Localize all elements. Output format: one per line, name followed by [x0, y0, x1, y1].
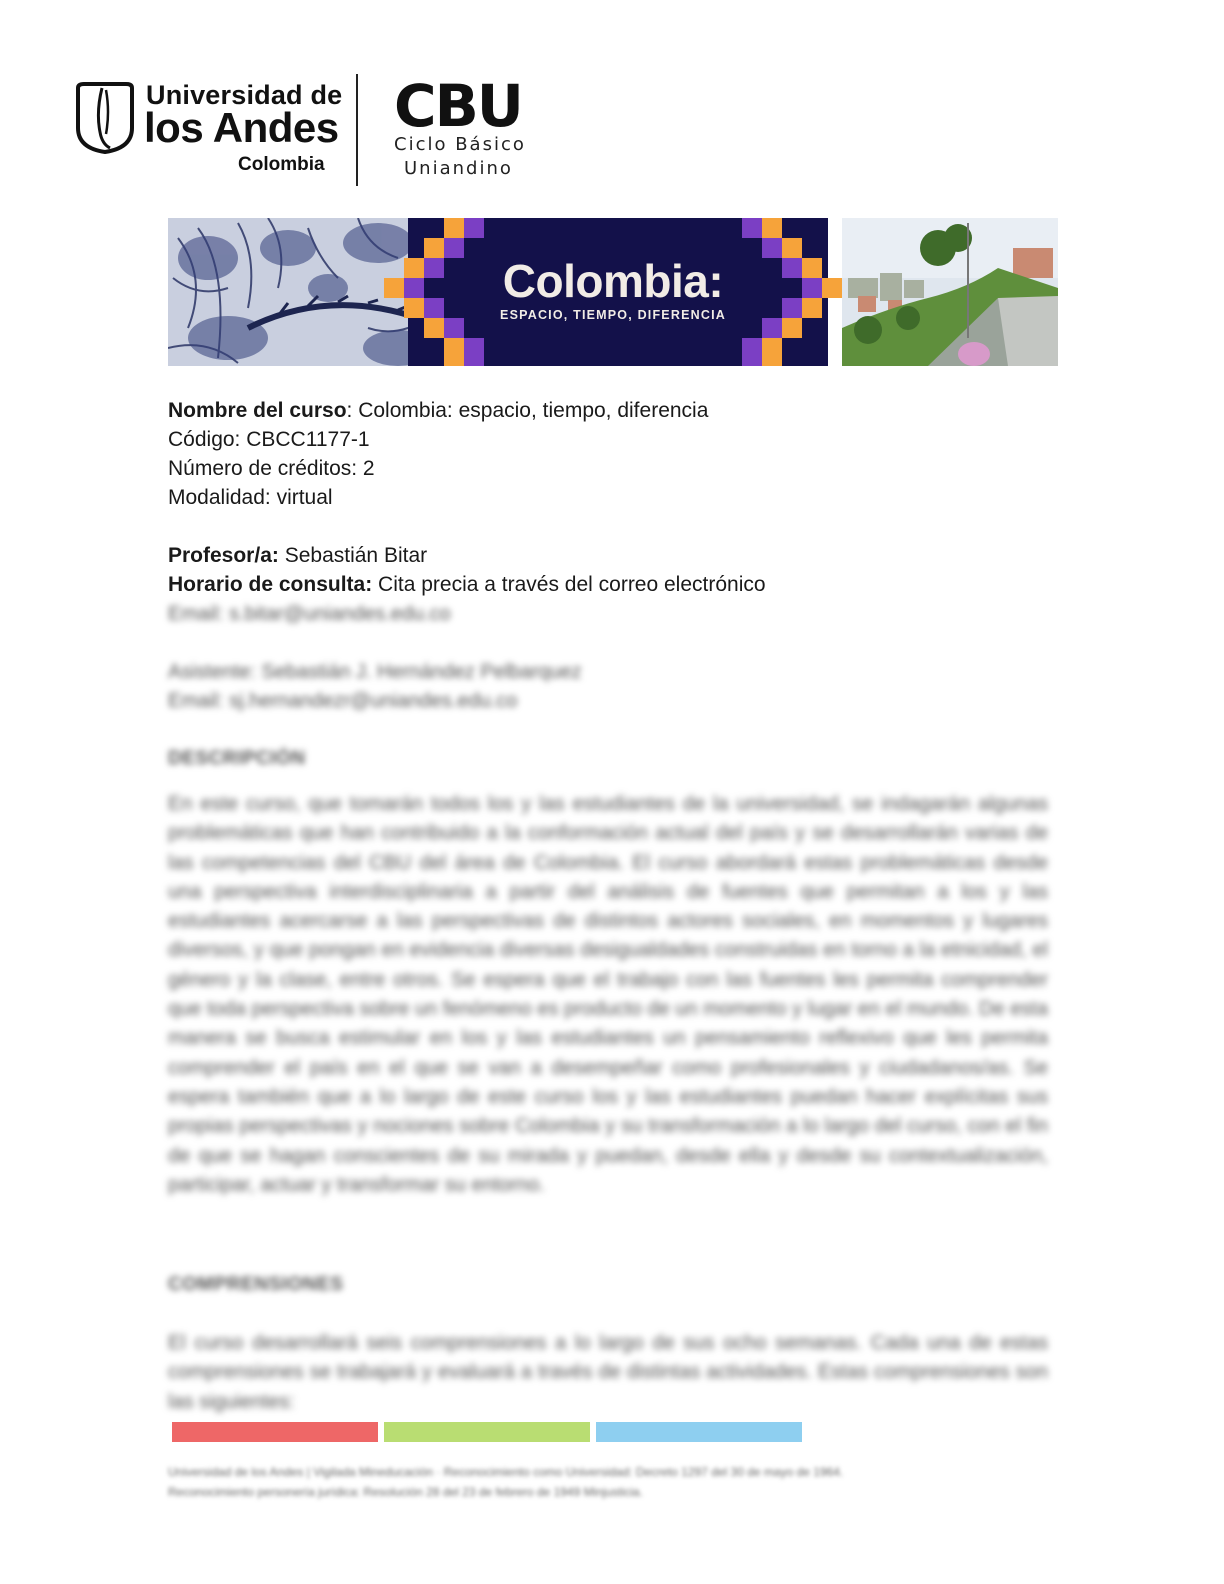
- color-bar-red: [172, 1422, 378, 1442]
- uniandes-shield-icon: [74, 82, 136, 154]
- footer-line2: Reconocimiento personería jurídica: Resolución 28 del 23 de febrero de 1949 Minjusticia.: [168, 1485, 643, 1499]
- professor-email: Email: s.bitar@uniandes.edu.co: [168, 603, 451, 625]
- course-name-label: Nombre del curso: [168, 399, 347, 422]
- university-name-line2: los Andes: [144, 104, 339, 151]
- logo-divider: [356, 74, 358, 186]
- course-name-value: : Colombia: espacio, tiempo, diferencia: [346, 399, 709, 422]
- office-hours-label: Horario de consulta:: [168, 573, 373, 596]
- office-hours-value: Cita precia a través del correo electrónico: [372, 573, 766, 596]
- description-heading: DESCRIPCIÓN: [168, 748, 306, 769]
- course-banner: [168, 218, 1058, 366]
- course-name-row: [168, 396, 766, 425]
- university-name-line1: Universidad de: [146, 80, 343, 110]
- cbu-subtitle-line1: Ciclo Básico: [394, 134, 526, 155]
- cbu-logo: [388, 72, 528, 182]
- course-code: Código: CBCC1177-1: [168, 428, 370, 451]
- color-bar-green: [384, 1422, 590, 1442]
- comprehensions-heading: COMPRENSIONES: [168, 1274, 344, 1295]
- footer: [168, 1462, 843, 1502]
- cbu-mark: CBU: [394, 72, 522, 140]
- course-info: [168, 396, 766, 599]
- cbu-subtitle-line2: Uniandino: [404, 158, 513, 179]
- course-credits: Número de créditos: 2: [168, 457, 375, 480]
- university-country: Colombia: [238, 154, 325, 175]
- banner-title: Colombia:: [502, 255, 724, 307]
- color-bar-blue: [596, 1422, 802, 1442]
- color-bars: [172, 1422, 802, 1442]
- office-hours-row: [168, 570, 766, 599]
- professor-value: Sebastián Bitar: [278, 544, 428, 567]
- professor-label: Profesor/a:: [168, 544, 279, 567]
- assistant-email: Email: sj.hernandezr@uniandes.edu.co: [168, 690, 518, 712]
- comprehensions-text: El curso desarrollará seis comprensiones a lo largo de sus ocho semanas. Cada una de estas comprensiones se trabajará y evaluará a través de distintas actividades. Estas comprensiones son las siguientes:: [168, 1332, 1048, 1413]
- uniandes-logo: [74, 78, 343, 188]
- professor-row: [168, 541, 766, 570]
- assistant-name: Asistente: Sebastián J. Hernández Pelbarquez: [168, 661, 582, 683]
- description-text: En este curso, que tomarán todos los y las estudiantes de la universidad, se indagarán algunas problemáticas que han contribuido a la conformación actual del país y se desarrollarán varias de las competencias del CBU del área de Colombia. El curso abordará estas problemáticas desde una perspectiva interdisciplinaria a partir del análisis de fuentes que permitan a los y las estudiantes acercarse a las perspectivas de distintos actores sociales, en momentos y lugares diversos, y que pongan en evidencia diversas desigualdades construidas en torno a la etnicidad, el género y la clase, entre otros. Se espera que el trabajo con las fuentes les permita comprender que toda perspectiva sobre un fenómeno es producto de un momento y lugar en el mundo. De esta manera se busca estimular en los y las estudiantes un pensamiento reflexivo que les permita comprender el país en el que se van a desempeñar como profesionales y ciudadanos/as. Se espera también que a lo largo de este curso los y las estudiantes puedan hacer explícitas sus propias perspectivas y nociones sobre Colombia y su transformación a lo largo del curso, con el fin de que se hagan conscientes de su mirada y puedan, desde ella y desde su contextualización, participar, actuar y transformar su entorno.: [168, 793, 1048, 1196]
- course-mode: Modalidad: virtual: [168, 486, 333, 509]
- banner-subtitle: ESPACIO, TIEMPO, DIFERENCIA: [500, 308, 726, 322]
- footer-line1: Universidad de los Andes | Vigilada Mineducación · Reconocimiento como Universidad: Decreto 1297 del 30 de mayo de 1964.: [168, 1465, 844, 1479]
